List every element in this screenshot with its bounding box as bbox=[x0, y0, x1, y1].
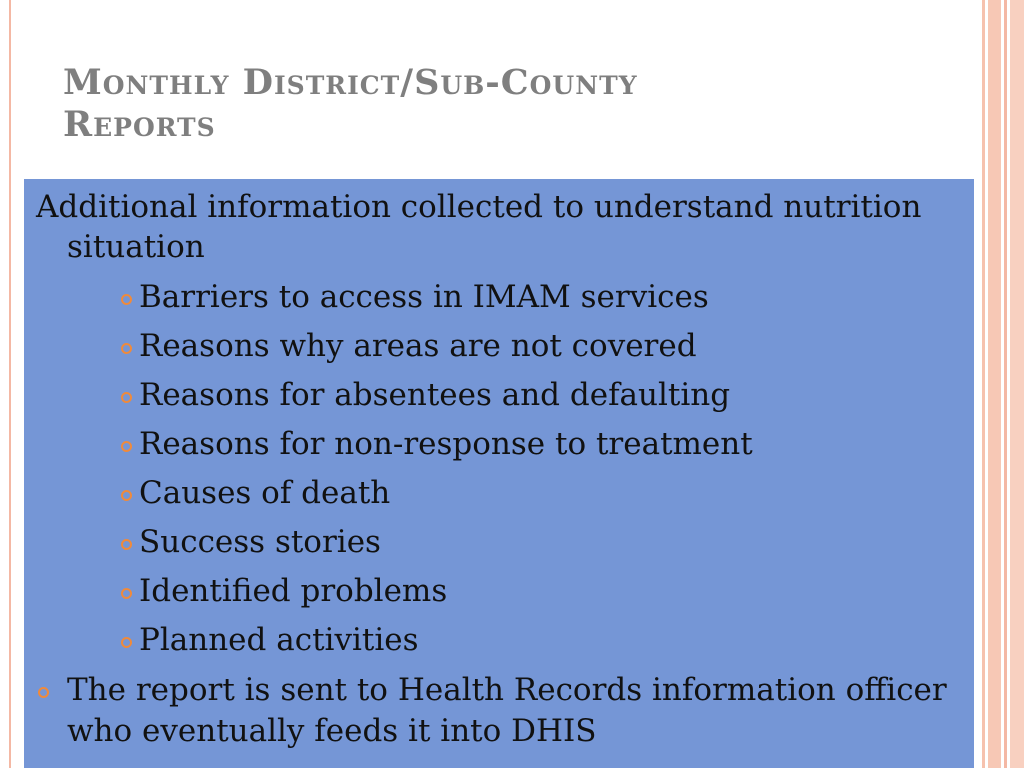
sub-list-item: Reasons why areas are not covered bbox=[139, 328, 697, 364]
sub-bullet-icon bbox=[121, 294, 132, 305]
intro-text-line-2: situation bbox=[67, 229, 205, 265]
bullet-text-line-1: The report is sent to Health Records information officer bbox=[67, 672, 947, 708]
slide-title bbox=[63, 62, 943, 146]
sub-bullet-icon bbox=[121, 441, 132, 452]
sub-list-item: Planned activities bbox=[139, 622, 419, 658]
sub-list-item: Causes of death bbox=[139, 475, 391, 511]
sub-bullet-icon bbox=[121, 343, 132, 354]
sub-bullet-icon bbox=[121, 539, 132, 550]
sub-list-item: Reasons for absentees and defaulting bbox=[139, 377, 731, 413]
bullet-text-line-2: who eventually feeds it into DHIS bbox=[67, 713, 597, 749]
content-box bbox=[24, 179, 974, 768]
title-line-1: Monthly District/Sub-County bbox=[63, 62, 638, 103]
right-decorative-stripe bbox=[988, 0, 1001, 768]
sub-list-item: Barriers to access in IMAM services bbox=[139, 279, 709, 315]
right-decorative-stripe bbox=[1004, 0, 1007, 768]
right-decorative-stripe bbox=[982, 0, 985, 768]
sub-bullet-icon bbox=[121, 392, 132, 403]
sub-bullet-icon bbox=[121, 588, 132, 599]
sub-list-item: Reasons for non-response to treatment bbox=[139, 426, 753, 462]
title-line-2: Reports bbox=[63, 104, 216, 145]
intro-text-line-1: Additional information collected to understand nutrition bbox=[36, 189, 922, 225]
right-decorative-stripe bbox=[1010, 0, 1024, 768]
sub-bullet-icon bbox=[121, 637, 132, 648]
sub-list-item: Success stories bbox=[139, 524, 381, 560]
bullet-icon bbox=[38, 687, 49, 698]
left-decorative-rule bbox=[9, 0, 11, 768]
sub-list-item: Identified problems bbox=[139, 573, 448, 609]
sub-bullet-icon bbox=[121, 490, 132, 501]
